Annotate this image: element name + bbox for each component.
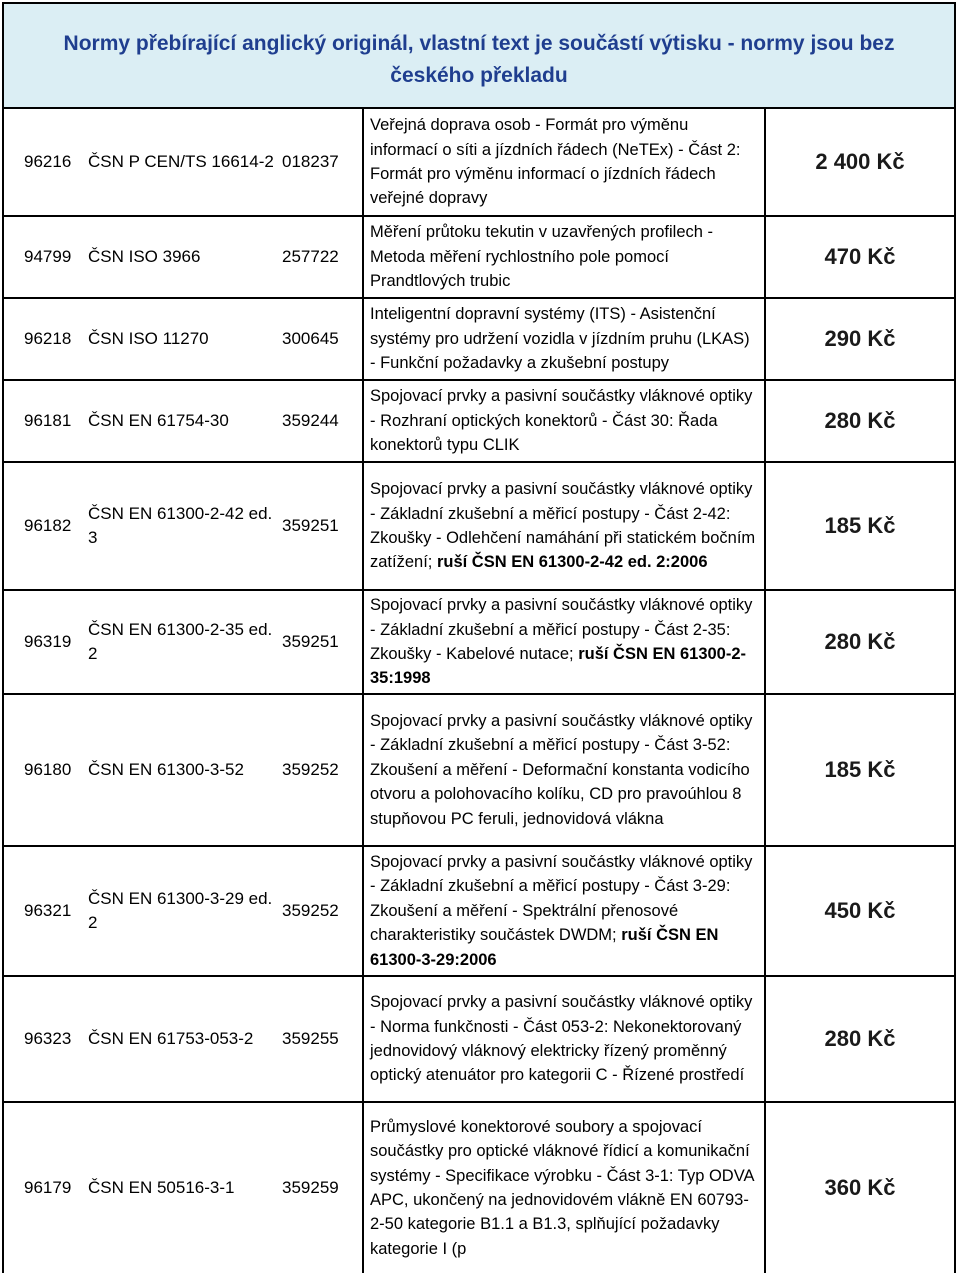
standard-description <box>370 299 758 379</box>
description-text: Průmyslové konektorové soubory a spojovací součástky pro optické vláknové řídicí a komunikační systémy - Specifikace výrobku - Část 3-1: Typ ODVA APC, ukončený na jednovidovém vlákně EN 60793-2-50 kategorie B1.1 a B1.3, splňující požadavky kategorie I (p <box>370 1117 754 1258</box>
classification-number <box>282 109 362 215</box>
price <box>772 109 948 215</box>
classification-number <box>282 977 362 1101</box>
price-text: 280 Kč <box>824 408 896 433</box>
standards-table <box>2 109 956 1273</box>
standard-id-text: 94799 <box>24 247 72 266</box>
standard-code <box>88 847 278 975</box>
standard-description <box>370 1103 758 1273</box>
standard-code-text: ČSN EN 61300-3-29 ed. 2 <box>88 889 273 932</box>
page-title: Normy přebírající anglický originál, vlastní text je součástí výtisku - normy jsou bez českého překladu <box>63 31 895 87</box>
classification-number <box>282 695 362 845</box>
standard-code-text: ČSN EN 61300-3-52 <box>88 760 244 779</box>
standard-id-text: 96216 <box>24 152 72 171</box>
table-row <box>2 847 956 977</box>
price-text: 185 Kč <box>824 757 896 782</box>
replaces-note: ruší ČSN EN 61300-2-35:1998 <box>370 645 747 688</box>
description-text: Spojovací prvky a pasivní součástky vláknové optiky - Základní zkušební a měřicí postupy - Část 2-42: Zkoušky - Odlehčení namáhání při statickém bočním zatížení; <box>370 480 756 572</box>
standard-id-text: 96181 <box>24 411 72 430</box>
price-text: 360 Kč <box>824 1175 896 1200</box>
table-row <box>2 463 956 591</box>
price <box>772 977 948 1101</box>
classification-number <box>282 847 362 975</box>
standard-id-text: 96180 <box>24 760 72 779</box>
replaces-note: ruší ČSN EN 61300-2-42 ed. 2:2006 <box>436 553 708 572</box>
standard-code <box>88 695 278 845</box>
standard-id <box>24 847 84 975</box>
standard-id-text: 96179 <box>24 1178 72 1197</box>
standard-id <box>24 109 84 215</box>
standard-code-text: ČSN P CEN/TS 16614-2 <box>88 152 274 171</box>
table-row <box>2 977 956 1103</box>
classification-number <box>282 217 362 297</box>
classification-number <box>282 591 362 693</box>
classification-number-text: 359251 <box>282 632 339 651</box>
price <box>772 847 948 975</box>
price-text: 470 Kč <box>824 244 896 269</box>
standard-description <box>370 695 758 845</box>
classification-number <box>282 299 362 379</box>
table-row <box>2 591 956 695</box>
standard-code <box>88 381 278 461</box>
classification-number <box>282 1103 362 1273</box>
price <box>772 217 948 297</box>
description-text: Spojovací prvky a pasivní součástky vláknové optiky - Základní zkušební a měřicí postupy - Část 3-29: Zkoušení a měření - Spektrální přenosové charakteristiky součástek DWDM; <box>370 852 753 945</box>
standard-code <box>88 977 278 1101</box>
standard-description <box>370 847 758 975</box>
description-text: Inteligentní dopravní systémy (ITS) - Asistenční systémy pro udržení vozidla v jízdním pruhu (LKAS) - Funkční požadavky a zkušební postupy <box>370 305 750 373</box>
classification-number-text: 359244 <box>282 411 339 430</box>
price <box>772 591 948 693</box>
table-row <box>2 109 956 217</box>
standard-code-text: ČSN EN 50516-3-1 <box>88 1178 235 1197</box>
standard-code-text: ČSN EN 61754-30 <box>88 411 229 430</box>
standard-code <box>88 591 278 693</box>
standard-code <box>88 299 278 379</box>
standard-description <box>370 217 758 297</box>
classification-number-text: 257722 <box>282 247 339 266</box>
standard-id <box>24 381 84 461</box>
table-row <box>2 217 956 299</box>
price-text: 290 Kč <box>824 326 896 351</box>
standard-description <box>370 109 758 215</box>
classification-number-text: 359259 <box>282 1178 339 1197</box>
description-text: Spojovací prvky a pasivní součástky vláknové optiky - Rozhraní optických konektorů - Část 30: Řada konektorů typu CLIK <box>370 387 753 455</box>
classification-number-text: 359252 <box>282 901 339 920</box>
description-text: Spojovací prvky a pasivní součástky vláknové optiky - Základní zkušební a měřicí postupy - Část 2-35: Zkoušky - Kabelové nutace; <box>370 596 753 663</box>
standard-description <box>370 977 758 1101</box>
price-text: 280 Kč <box>824 1026 896 1051</box>
price <box>772 381 948 461</box>
description-text: Veřejná doprava osob - Formát pro výměnu informací o síti a jízdních řádech (NeTEx) - Část 2: Formát pro výměnu informací o jízdních řádech veřejné dopravy <box>370 116 741 208</box>
classification-number <box>282 463 362 589</box>
standard-description <box>370 591 758 693</box>
classification-number-text: 359251 <box>282 516 339 535</box>
standard-code-text: ČSN ISO 11270 <box>88 329 209 348</box>
standard-code <box>88 463 278 589</box>
classification-number-text: 018237 <box>282 152 339 171</box>
price <box>772 463 948 589</box>
table-row <box>2 1103 956 1273</box>
standard-code-text: ČSN EN 61753-053-2 <box>88 1029 254 1048</box>
table-row <box>2 299 956 381</box>
classification-number-text: 359252 <box>282 760 339 779</box>
standard-id <box>24 217 84 297</box>
table-row <box>2 695 956 847</box>
description-text: Spojovací prvky a pasivní součástky vláknové optiky - Norma funkčnosti - Část 053-2: Nekonektorovaný jednovidový vláknový elektricky řízený proměnný optický atenuátor pro kategorii C - Řízené prostředí <box>370 993 753 1085</box>
standard-id-text: 96319 <box>24 632 72 651</box>
table-row <box>2 381 956 463</box>
price-text: 450 Kč <box>824 898 896 923</box>
standard-id-text: 96321 <box>24 901 72 920</box>
standard-id-text: 96218 <box>24 329 72 348</box>
standard-id-text: 96182 <box>24 516 72 535</box>
classification-number <box>282 381 362 461</box>
standard-description <box>370 381 758 461</box>
price-text: 2 400 Kč <box>815 149 905 174</box>
standard-id <box>24 1103 84 1273</box>
price <box>772 1103 948 1273</box>
classification-number-text: 300645 <box>282 329 339 348</box>
price-text: 185 Kč <box>824 513 896 538</box>
standard-id <box>24 977 84 1101</box>
standard-code <box>88 109 278 215</box>
standard-id <box>24 695 84 845</box>
standard-id <box>24 463 84 589</box>
description-text: Spojovací prvky a pasivní součástky vláknové optiky - Základní zkušební a měřicí postupy - Část 3-52: Zkoušení a měření - Deformační konstanta vodicího otvoru a polohovacího kolíku, CD pro pravoúhlou 8 stupňovou PC feruli, jednovidová vlákna <box>370 711 753 828</box>
standard-description <box>370 463 758 589</box>
page-header <box>2 2 956 109</box>
standard-code <box>88 1103 278 1273</box>
standard-code-text: ČSN EN 61300-2-35 ed. 2 <box>88 620 273 663</box>
price <box>772 695 948 845</box>
standard-id-text: 96323 <box>24 1029 72 1048</box>
standard-code <box>88 217 278 297</box>
standard-id <box>24 591 84 693</box>
standard-code-text: ČSN ISO 3966 <box>88 247 201 266</box>
description-text: Měření průtoku tekutin v uzavřených profilech - Metoda měření rychlostního pole pomocí Prandtlových trubic <box>370 223 713 291</box>
classification-number-text: 359255 <box>282 1029 339 1048</box>
standard-code-text: ČSN EN 61300-2-42 ed. 3 <box>88 504 273 547</box>
price-text: 280 Kč <box>824 629 896 654</box>
standard-id <box>24 299 84 379</box>
price <box>772 299 948 379</box>
replaces-note: ruší ČSN EN 61300-3-29:2006 <box>370 926 719 969</box>
